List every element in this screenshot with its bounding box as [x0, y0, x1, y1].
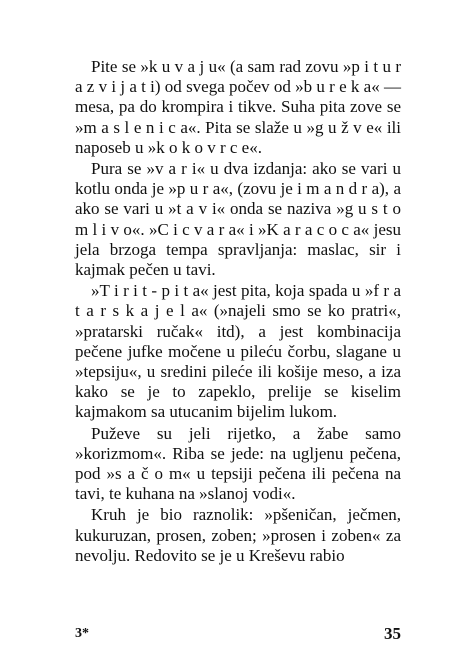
page-number: 35 — [384, 624, 401, 643]
paragraph-tirit-pita: »T i r i t - p i t a« jest pita, koja spada u »f r a t a r s k a j e l a« (»najeli smo se ko pratri«, »pratarski ručak« itd), a jest kombinacija pečene jufke močene u pileću čorbu, slagane u »tepsiju«, u sredini pileće ili košije meso, a iza kako se je to zapeklo, prelije se kiselim kajmakom sa utucanim bijelim lukom. — [75, 281, 401, 422]
paragraph-pura: Pura se »v a r i« u dva izdanja: ako se vari u kotlu onda je »p u r a«, (zovu je i m a n d r a), a ako se vari u »t a v i« onda se naziva »g u s t o m l i v o«. »C i c v a r a« i »K a r a c o c a« jesu jela brzoga tempa spravljanja: maslac, sir i kajmak pečen u tavi. — [75, 159, 401, 280]
page-footer — [75, 624, 401, 644]
paragraph-puzevi: Puževe su jeli rijetko, a žabe samo »korizmom«. Riba se jede: na ugljenu pečena, pod »s a č o m« u tepsiji pečena ili pečena na tavi, te kuhana na »slanoj vodi«. — [75, 423, 401, 504]
sheet-signature: 3* — [75, 626, 89, 641]
paragraph-pite: Pite se »k u v a j u« (a sam rad zovu »p i t u r a z v i j a t i) od svega počev od »b u r e k a« — mesa, pa do krompira i tikve. Suha pita zove se »m a s l e n i c a«. Pita se slaže u »g u ž v e« ili naposeb u »k o k o v r c e«. — [75, 57, 401, 157]
body-text — [75, 57, 401, 566]
paragraph-kruh: Kruh je bio raznolik: »pšeničan, ječmen, kukuruzan, prosen, zoben; »prosen i zoben« za nevolju. Redovito se je u Kreševu rabio — [75, 505, 401, 565]
